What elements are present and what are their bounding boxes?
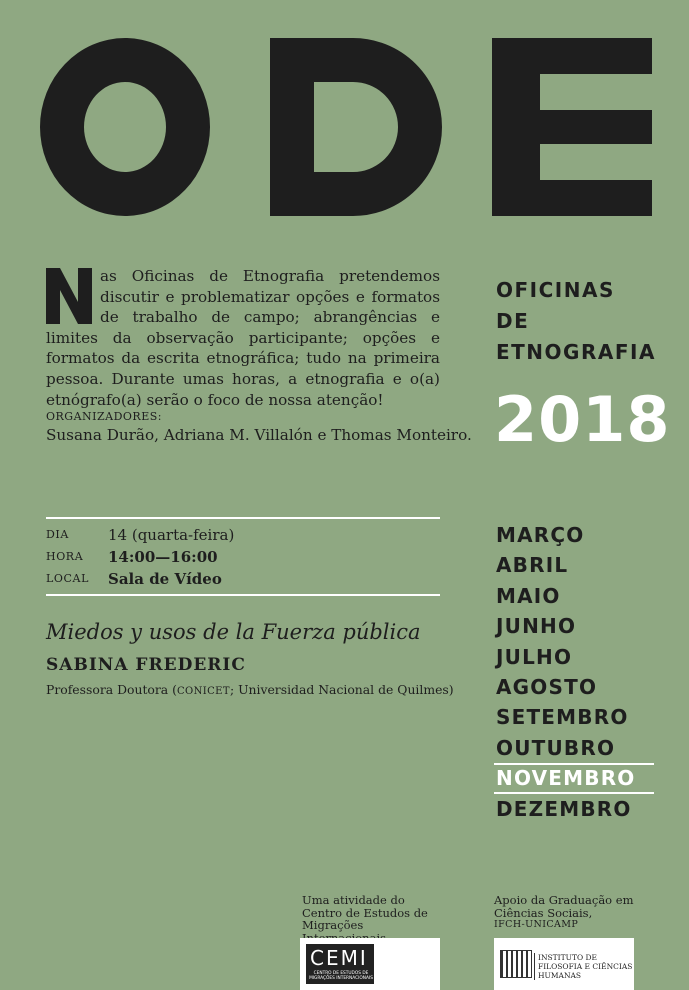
ifch-logo-text: INSTITUTO DE FILOSOFIA E CIÊNCIAS HUMANAS <box>534 953 634 980</box>
cemi-credit: Uma atividade do Centro de Estudos de Migrações <box>302 893 428 932</box>
speaker-name: SABINA FREDERIC <box>46 655 246 675</box>
building-icon <box>500 950 532 978</box>
ifch-logo <box>494 938 634 990</box>
affiliation-part: ; Universidad Nacional de Quilmes) <box>229 682 454 697</box>
time-label: HORA <box>46 550 84 563</box>
place-label: LOCAL <box>46 572 89 585</box>
month-item: JULHO <box>496 644 573 669</box>
title-letter-o <box>40 38 210 216</box>
day-label: DIA <box>46 528 69 541</box>
cemi-logo-word: CEMI <box>310 946 368 970</box>
month-item: JUNHO <box>496 614 577 639</box>
talk-title: Miedos y usos de la Fuerza pública <box>46 620 421 644</box>
month-item: DEZEMBRO <box>496 796 632 821</box>
support-unit: IFCH-UNICAMP <box>494 919 579 930</box>
series-year: 2018 <box>494 383 671 456</box>
intro-paragraph <box>46 266 440 410</box>
divider-top <box>46 517 440 519</box>
divider-bottom <box>46 594 440 596</box>
support-credit <box>494 894 654 932</box>
day-value: 14 (quarta-feira) <box>108 526 235 544</box>
series-line-3: ETNOGRAFIA <box>496 340 656 364</box>
organizers-names: Susana Durão, Adriana M. Villalón e Thomas Monteiro. <box>46 426 472 444</box>
title-letter-d <box>270 38 442 216</box>
series-title <box>496 275 656 368</box>
affiliation-part: Professora Doutora ( <box>46 682 177 697</box>
time-value: 14:00—16:00 <box>108 548 218 566</box>
series-line-1: OFICINAS <box>496 278 615 302</box>
month-item: MARÇO <box>496 523 585 547</box>
series-line-2: DE <box>496 309 530 333</box>
month-item: AGOSTO <box>496 674 598 699</box>
speaker-affiliation <box>46 682 454 697</box>
affiliation-acronym: CONICET <box>176 686 230 697</box>
session-info <box>46 524 234 590</box>
month-item: OUTUBRO <box>496 735 616 760</box>
month-item: MAIO <box>496 583 561 608</box>
month-item: SETEMBRO <box>496 705 629 730</box>
intro-text: as Oficinas de Etnografia pretendemos discutir e problematizar opções e formatos de trabalho de campo; abrangências e limites da observação participante; opções e formatos da escrita etnográfica; tudo na primeira pessoa. Durante umas horas, a etnografia e o(a) etnógrafo(a) serão o foco de nossa atenção! <box>46 267 440 409</box>
cemi-logo-subtitle: CENTRO DE ESTUDOS DE MIGRAÇÕES INTERNACIONAIS <box>309 971 373 981</box>
month-item: ABRIL <box>496 553 569 578</box>
support-text: Apoio da Graduação em Ciências Sociais, <box>494 893 634 920</box>
months-list <box>496 520 656 824</box>
place-value: Sala de Vídeo <box>108 570 222 588</box>
organizers-label: ORGANIZADORES: <box>46 410 162 423</box>
title-letter-e <box>492 38 652 216</box>
cemi-logo <box>300 938 440 990</box>
month-item-current: NOVEMBRO <box>494 763 654 793</box>
